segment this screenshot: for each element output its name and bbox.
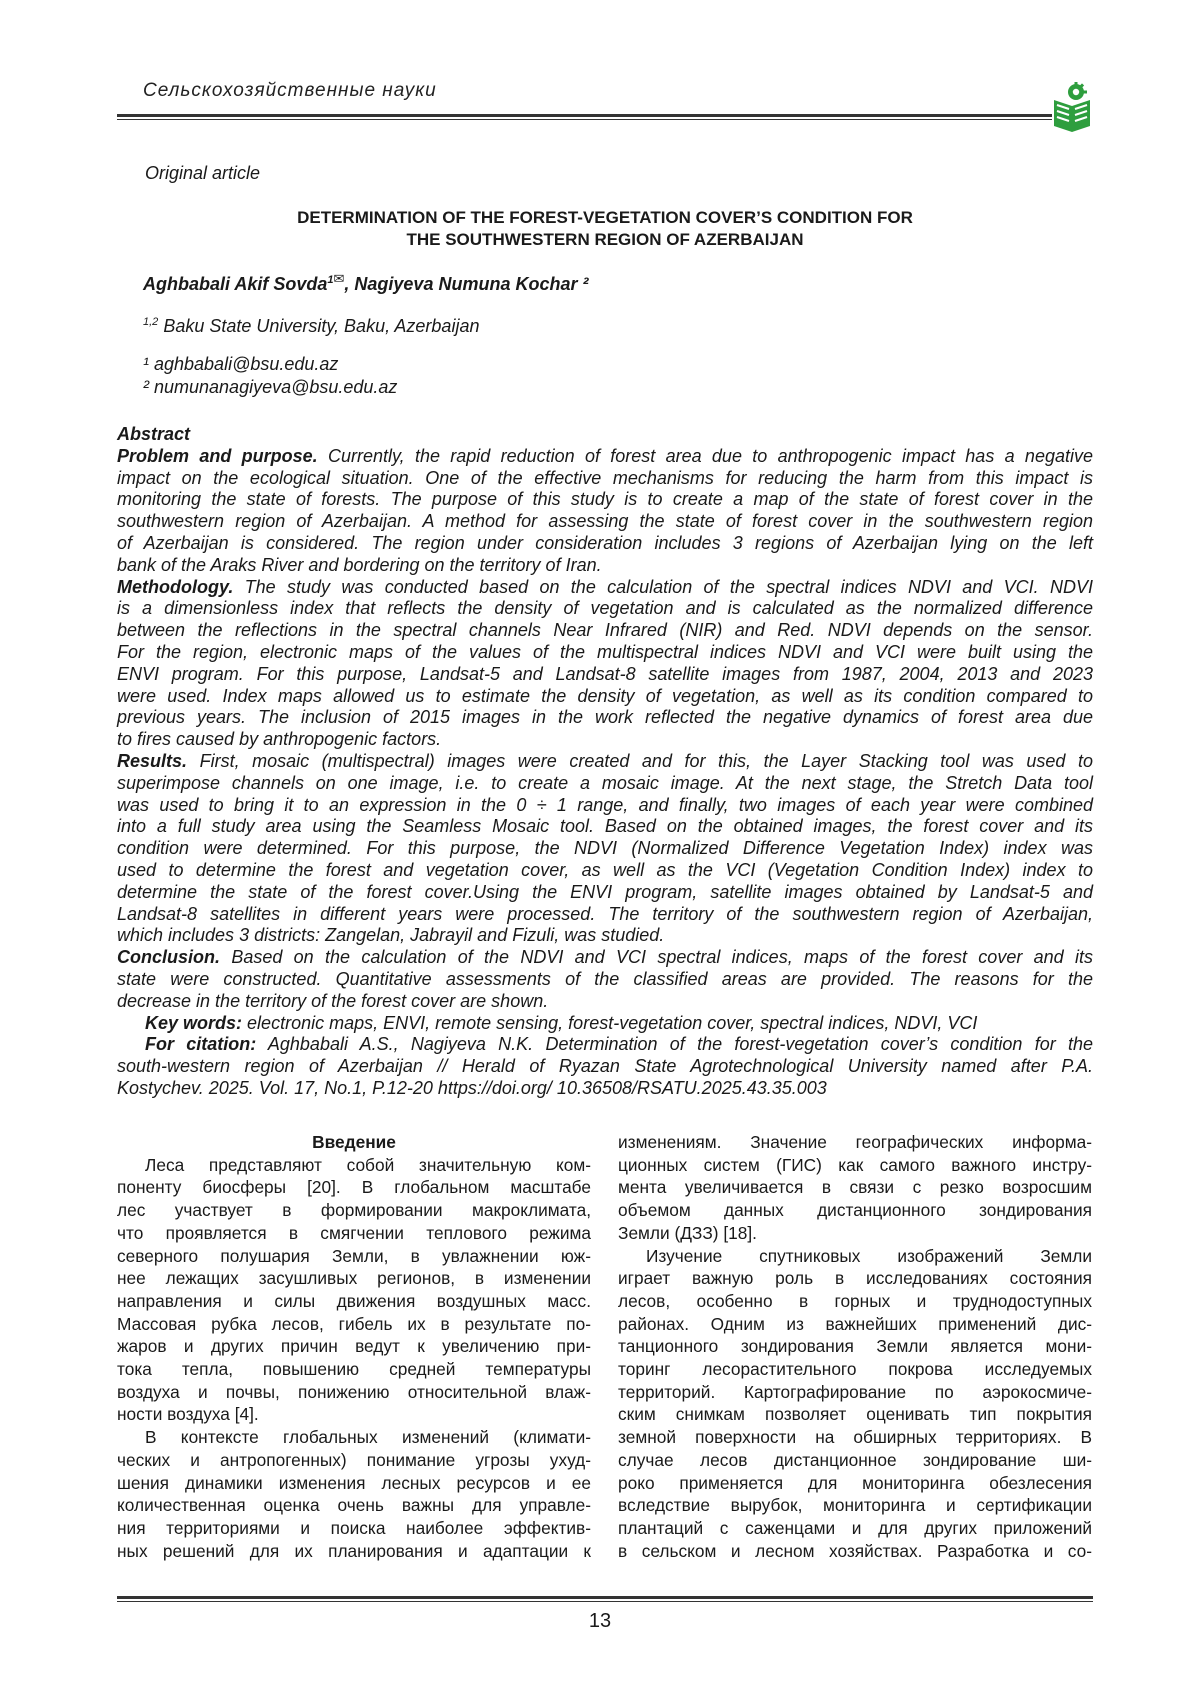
- problem-label: Problem and purpose.: [117, 445, 318, 466]
- abstract-line: impact on the ecological situation. One of the effective mechanisms for reducing the harm from this impact is: [117, 467, 1093, 488]
- body-line: танционного зондирования Земли является мони-: [618, 1336, 1092, 1357]
- page-number: 13: [588, 1610, 612, 1632]
- header-rule-thin: [117, 119, 1052, 120]
- footer-rule-thin: [117, 1601, 1093, 1602]
- abstract-line: state were constructed. Quantitative assessments of the classified areas are provided. The reasons for the: [117, 968, 1093, 989]
- body-line: в сельском и лесном хозяйствах. Разработка и со-: [618, 1540, 1092, 1561]
- affiliation: [143, 316, 479, 337]
- abstract-line: Problem and purpose. Currently, the rapid reduction of forest area due to anthropogenic impact has a negative: [117, 445, 1093, 466]
- abstract-line: Methodology. The study was conducted based on the calculation of the spectral indices NDVI and VCI. NDVI: [117, 576, 1093, 597]
- journal-section-title: Сельскохозяйственные науки: [143, 80, 437, 101]
- body-line: ским снимкам позволяет оценивать тип покрытия: [618, 1404, 1092, 1425]
- body-line: Массовая рубка лесов, гибель их в результате по-: [117, 1313, 591, 1334]
- abstract-line: determine the state of the forest cover.Using the ENVI program, satellite images obtained by Landsat-5 and: [117, 881, 1093, 902]
- title-line: DETERMINATION OF THE FOREST-VEGETATION COVER’S CONDITION FOR: [297, 208, 913, 227]
- body-line: направления и силы движения воздушных масс.: [117, 1290, 591, 1311]
- body-line: тока тепла, повышению средней температуры: [117, 1359, 591, 1380]
- abstract-line: condition were determined. For this purpose, the NDVI (Normalized Difference Vegetation Index) index was: [117, 838, 1093, 859]
- body-line: ния территориями и поиска наиболее эффектив-: [117, 1517, 591, 1538]
- abstract-line: into a full study area using the Seamless Mosaic tool. Based on the obtained images, the forest cover and its: [117, 816, 1093, 837]
- intro-heading: Введение: [312, 1132, 396, 1152]
- body-line: мента увеличивается в связи с резко возросшим: [618, 1177, 1092, 1198]
- abstract-line: southwestern region of Azerbaijan. A method for assessing the state of forest cover in the southwestern region: [117, 511, 1093, 532]
- body-line: жаров и других причин ведут к увеличению при-: [117, 1336, 591, 1357]
- results-label: Results.: [117, 750, 188, 771]
- header-rule: [117, 114, 1052, 117]
- body-line: Земли (ДЗЗ) [18].: [618, 1222, 757, 1243]
- affiliation-text: Baku State University, Baku, Azerbaijan: [163, 316, 480, 336]
- body-line: объемом данных дистанционного зондирования: [618, 1200, 1092, 1221]
- body-line: ческих и антропогенных) понимание угрозы ухуд-: [117, 1449, 591, 1470]
- footer-rule: [117, 1596, 1093, 1599]
- article-type: Original article: [145, 163, 261, 183]
- abstract: [117, 424, 1093, 1100]
- body-line: ционных систем (ГИС) как самого важного инстру-: [618, 1154, 1092, 1175]
- body-line: лесов, особенно в горных и труднодоступных: [618, 1290, 1092, 1311]
- abstract-line: used to determine the forest and vegetation cover, as well as the VCI (Vegetation Condition Index) index to: [117, 859, 1093, 880]
- body-line: нее лежащих засушливых регионов, в изменении: [117, 1268, 591, 1289]
- author-1-sup: 1: [327, 274, 334, 286]
- citation: For citation: Aghbabali A.S., Nagiyeva N.K. Determination of the forest-vegetation cover’s condition for the: [145, 1034, 1093, 1055]
- body-line: ности воздуха [4].: [117, 1404, 259, 1425]
- abstract-line: ENVI program. For this purpose, Landsat-5 and Landsat-8 satellite images from 1987, 2004, 2013 and 2023: [117, 663, 1093, 684]
- abstract-line: is a dimensionless index that reflects the density of vegetation and is calculated as the normalized difference: [117, 598, 1093, 619]
- affiliation-sup: 1,2: [143, 316, 159, 328]
- author-2: Nagiyeva Numuna Kochar: [354, 274, 578, 294]
- body-line: северного полушария Земли, в увлажнении юж-: [117, 1245, 591, 1266]
- title-line: THE SOUTHWESTERN REGION OF AZERBAIJAN: [406, 230, 804, 249]
- abstract-line: Landsat-8 satellites in different years were processed. The territory of the southwestern region of Azerbaijan,: [117, 903, 1093, 924]
- authors: [143, 271, 589, 295]
- body-line: территорий. Картографирование по аэрокосмиче-: [618, 1381, 1092, 1402]
- body-line: случае лесов дистанционное зондирование ши-: [618, 1449, 1092, 1470]
- abstract-line: For the region, electronic maps of the values of the multispectral indices NDVI and VCI were built using the: [117, 641, 1093, 662]
- abstract-line: between the reflections in the spectral channels Near Infrared (NIR) and Red. NDVI depends on the sensor.: [117, 620, 1093, 641]
- abstract-line: were used. Index maps allowed us to estimate the density of vegetation, as well as its condition compared to: [117, 685, 1093, 706]
- citation-line: south-western region of Azerbaijan // Herald of Ryazan State Agrotechnological University named after P.A.: [117, 1056, 1093, 1077]
- body-column-right: [618, 1131, 1092, 1562]
- author-separator: ,: [344, 274, 355, 294]
- abstract-line: was used to bring it to an expression in the 0 ÷ 1 range, and finally, two images of each year were combined: [117, 794, 1093, 815]
- body-line: воздуха и почвы, понижению относительной влаж-: [117, 1381, 591, 1402]
- body-line: поненту биосферы [20]. В глобальном масштабе: [117, 1177, 591, 1198]
- abstract-line: which includes 3 districts: Zangelan, Jabrayil and Fizuli, was studied.: [117, 925, 665, 946]
- body-line: количественная оценка очень важны для управле-: [117, 1495, 591, 1516]
- body-line: плантаций с саженцами и для других приложений: [618, 1517, 1092, 1538]
- body-line: В контексте глобальных изменений (климати-: [145, 1427, 591, 1448]
- body-line: Леса представляют собой значительную ком-: [145, 1154, 591, 1175]
- body-line: районах. Одним из важнейших применений дис-: [618, 1313, 1092, 1334]
- abstract-line: Conclusion. Based on the calculation of the NDVI and VCI spectral indices, maps of the forest cover and its: [117, 947, 1093, 968]
- citation-label: For citation:: [145, 1034, 257, 1055]
- body-line: что проявляется в смягчении теплового режима: [117, 1222, 591, 1243]
- body-column-left: [117, 1131, 591, 1562]
- email-2: ² numunanagiyeva@bsu.edu.az: [143, 377, 398, 397]
- body-line: вследствие вырубок, мониторинга и сертификации: [618, 1495, 1092, 1516]
- body-line: Изучение спутниковых изображений Земли: [646, 1245, 1092, 1266]
- abstract-heading: Abstract: [117, 424, 191, 444]
- book-gear-logo-icon: [1050, 82, 1094, 134]
- keywords: Key words: electronic maps, ENVI, remote sensing, forest-vegetation cover, spectral indices, NDVI, VCI: [145, 1012, 978, 1033]
- body-line: изменениям. Значение географических информа-: [618, 1132, 1092, 1152]
- email-1: ¹ aghbabali@bsu.edu.az: [143, 354, 339, 374]
- article-title: [117, 207, 1093, 251]
- abstract-line: decrease in the territory of the forest cover are shown.: [117, 990, 549, 1011]
- citation-line: Kostychev. 2025. Vol. 17, No.1, P.12-20 https://doi.org/ 10.36508/RSATU.2025.43.35.003: [117, 1077, 827, 1098]
- body-line: торинг лесорастительного покрова исследуемых: [618, 1359, 1092, 1380]
- mail-icon: ✉: [333, 271, 345, 286]
- abstract-line: superimpose channels on one image, i.e. to create a mosaic image. At the next stage, the Stretch Data tool: [117, 772, 1093, 793]
- body-line: лес участвует в формировании макроклимата,: [117, 1200, 591, 1221]
- body-line: ных решений для их планирования и адаптации к: [117, 1540, 591, 1561]
- abstract-line: previous years. The inclusion of 2015 images in the work reflected the negative dynamics of forest area due: [117, 707, 1093, 728]
- author-1: Aghbabali Akif Sovda: [143, 274, 328, 294]
- abstract-line: to fires caused by anthropogenic factors.: [117, 729, 442, 750]
- abstract-line: Results. First, mosaic (multispectral) images were created and for this, the Layer Stacking tool was used to: [117, 750, 1093, 771]
- body-line: роко применяется для мониторинга обезлесения: [618, 1472, 1092, 1493]
- abstract-line: monitoring the state of forests. The purpose of this study is to create a map of the state of forest cover in the: [117, 489, 1093, 510]
- author-2-sup: ²: [582, 274, 589, 294]
- keywords-label: Key words:: [145, 1012, 243, 1033]
- body-line: играет важную роль в исследованиях состояния: [618, 1268, 1092, 1289]
- methodology-label: Methodology.: [117, 576, 234, 597]
- conclusion-label: Conclusion.: [117, 947, 220, 968]
- abstract-line: of Azerbaijan is considered. The region under consideration includes 3 regions of Azerbaijan lying on the left: [117, 532, 1093, 553]
- body-line: земной поверхности на обширных территориях. В: [618, 1427, 1092, 1448]
- abstract-line: bank of the Araks River and bordering on the territory of Iran.: [117, 554, 602, 575]
- body-line: шения динамики изменения лесных ресурсов и ее: [117, 1472, 591, 1493]
